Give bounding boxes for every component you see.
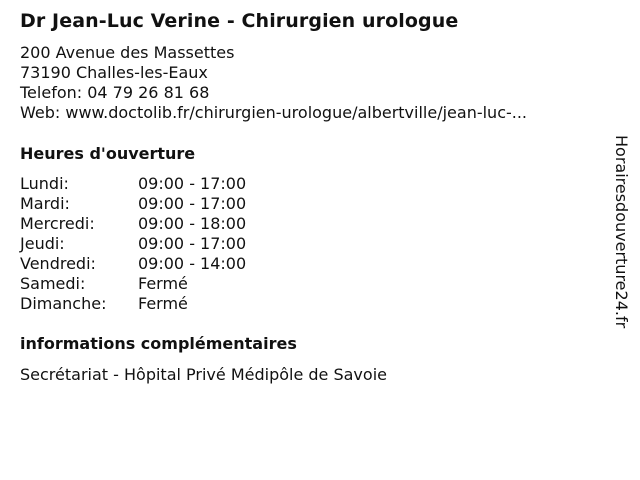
hours-value: 09:00 - 14:00 [138, 254, 247, 273]
hours-value: 09:00 - 17:00 [138, 234, 247, 253]
additional-info-heading: informations complémentaires [20, 334, 297, 353]
city-address: 73190 Challes-les-Eaux [20, 63, 208, 82]
site-watermark: Horairesdouverture24.fr [612, 135, 631, 329]
day-label: Mercredi: [20, 214, 95, 233]
hours-value: 09:00 - 18:00 [138, 214, 247, 233]
day-label: Samedi: [20, 274, 86, 293]
address-block [20, 43, 585, 123]
phone-number: Telefon: 04 79 26 81 68 [20, 83, 210, 102]
hours-value: Fermé [138, 274, 188, 293]
page-title: Dr Jean-Luc Verine - Chirurgien urologue [20, 10, 459, 32]
day-label: Jeudi: [20, 234, 65, 253]
additional-info-text: Secrétariat - Hôpital Privé Médipôle de Savoie [20, 365, 387, 384]
hours-value: 09:00 - 17:00 [138, 174, 247, 193]
hours-value: 09:00 - 17:00 [138, 194, 247, 213]
street-address: 200 Avenue des Massettes [20, 43, 235, 62]
hours-value: Fermé [138, 294, 188, 313]
day-label: Lundi: [20, 174, 69, 193]
opening-hours-heading: Heures d'ouverture [20, 144, 196, 163]
day-label: Dimanche: [20, 294, 107, 313]
day-label: Mardi: [20, 194, 70, 213]
day-label: Vendredi: [20, 254, 96, 273]
website-link[interactable]: Web: www.doctolib.fr/chirurgien-urologue/albertville/jean-luc-... [20, 103, 528, 122]
